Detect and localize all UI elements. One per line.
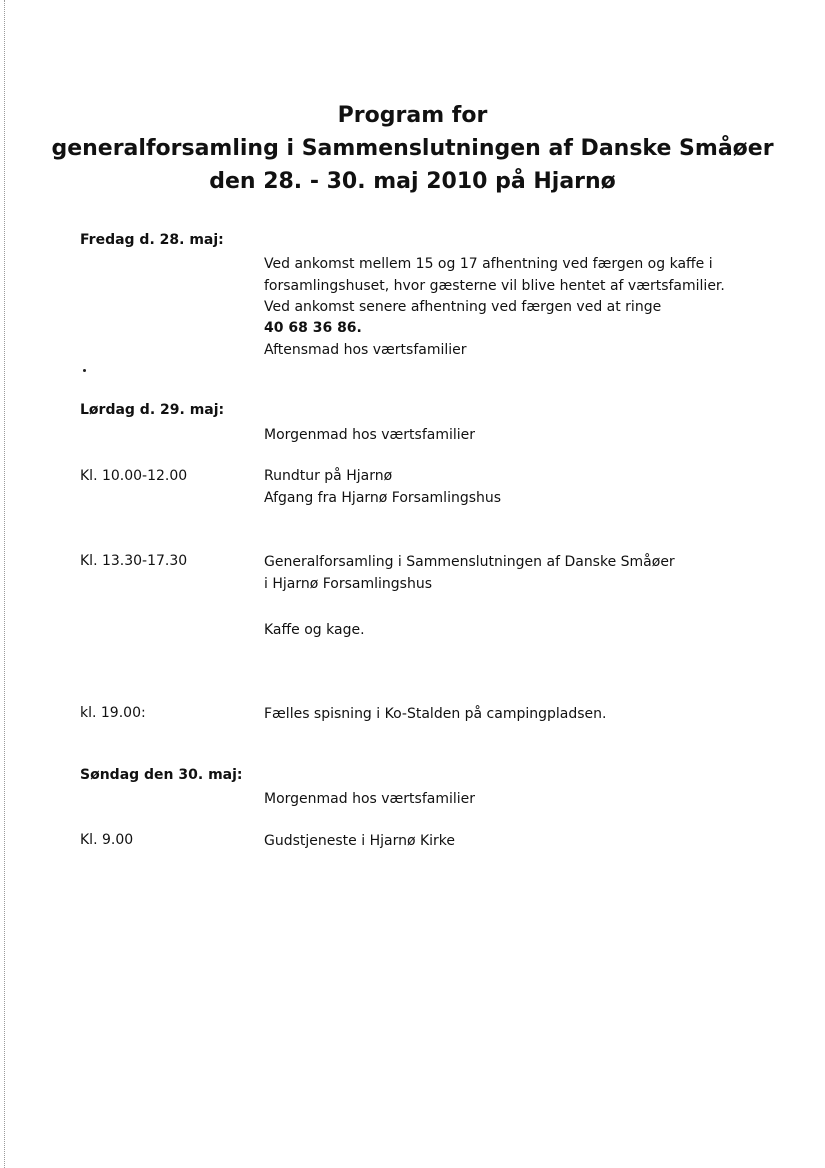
saturday-item-1-line-1: Rundtur på Hjarnø	[264, 468, 393, 484]
friday-line-1: Ved ankomst mellem 15 og 17 afhentning ved færgen og kaffe i	[264, 256, 713, 272]
sunday-time-1: Kl. 9.00	[80, 832, 134, 848]
title-line-2: generalforsamling i Sammenslutningen af Danske Småøer	[51, 136, 774, 161]
saturday-item-2-line-2: i Hjarnø Forsamlingshus	[264, 576, 432, 592]
title-line-3: den 28. - 30. maj 2010 på Hjarnø	[209, 169, 616, 194]
saturday-breakfast: Morgenmad hos værtsfamilier	[264, 427, 476, 443]
sunday-heading: Søndag den 30. maj:	[80, 767, 243, 783]
friday-line-5: Aftensmad hos værtsfamilier	[264, 342, 467, 358]
saturday-time-2: Kl. 13.30-17.30	[80, 553, 188, 569]
friday-line-3: Ved ankomst senere afhentning ved færgen ved at ringe	[264, 299, 662, 315]
saturday-time-1: Kl. 10.00-12.00	[80, 468, 188, 484]
title-line-1: Program for	[337, 103, 488, 128]
friday-phone-number: 40 68 36 86.	[264, 320, 362, 336]
saturday-time-3: kl. 19.00:	[80, 705, 146, 721]
saturday-item-1-line-2: Afgang fra Hjarnø Forsamlingshus	[264, 490, 502, 506]
saturday-item-2-extra: Kaffe og kage.	[264, 622, 365, 638]
sunday-breakfast: Morgenmad hos værtsfamilier	[264, 791, 476, 807]
stray-dot	[83, 369, 86, 372]
saturday-heading: Lørdag d. 29. maj:	[80, 402, 225, 418]
saturday-item-3-line-1: Fælles spisning i Ko-Stalden på campingpladsen.	[264, 706, 607, 722]
friday-heading: Fredag d. 28. maj:	[80, 232, 224, 248]
sunday-item-1-line-1: Gudstjeneste i Hjarnø Kirke	[264, 833, 456, 849]
friday-line-2: forsamlingshuset, hvor gæsterne vil blive hentet af værtsfamilier.	[264, 278, 725, 294]
saturday-item-2-line-1: Generalforsamling i Sammenslutningen af Danske Småøer	[264, 554, 675, 570]
